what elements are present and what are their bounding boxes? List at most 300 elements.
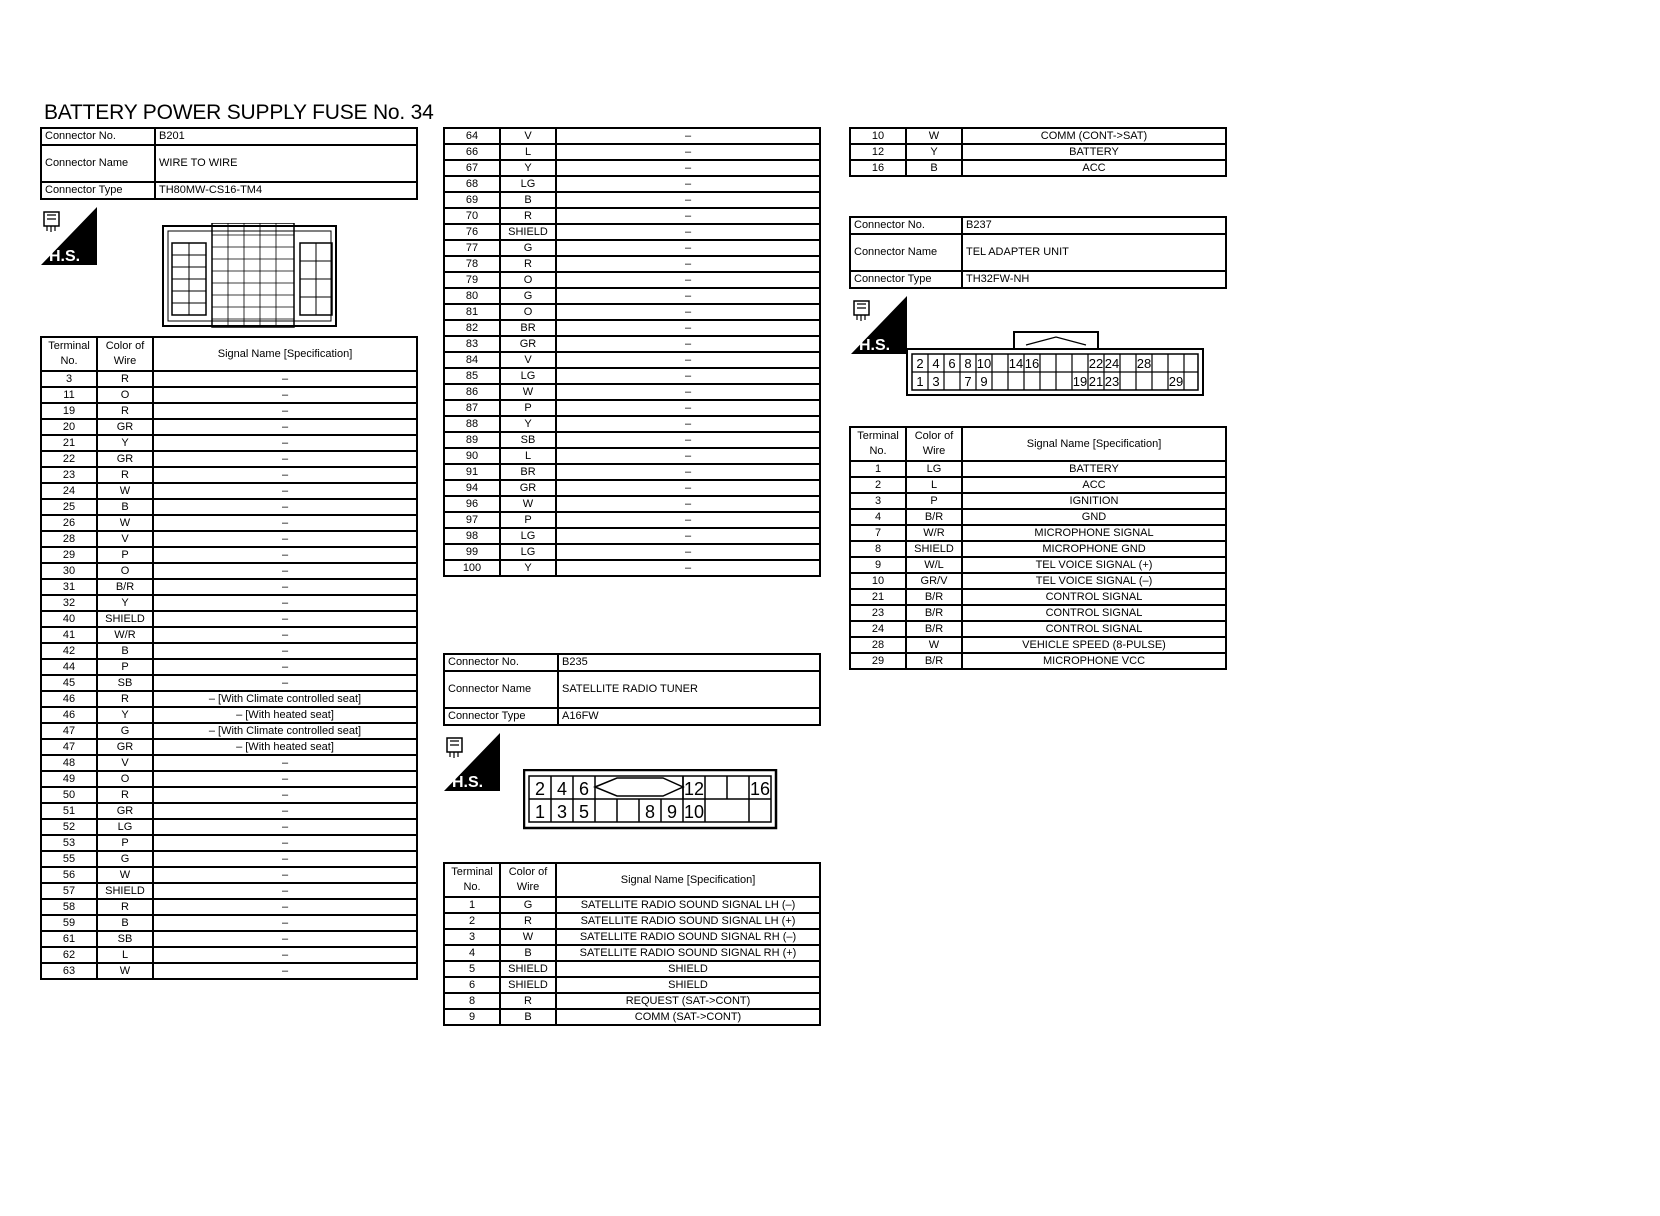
table-row [41, 963, 417, 979]
signal-name-cell: – [153, 403, 417, 419]
table-row [41, 579, 417, 595]
wire-color-cell: W/L [906, 557, 962, 573]
b201-connector-face [162, 223, 338, 329]
b237-face-pin: 23 [1104, 374, 1120, 389]
b237-face-pin: 29 [1168, 374, 1184, 389]
signal-name-cell: – [153, 931, 417, 947]
b237-pin-rows [850, 461, 1226, 669]
table-row [41, 771, 417, 787]
table-row [444, 352, 820, 368]
table-row [41, 515, 417, 531]
wire-color-cell: W [500, 929, 556, 945]
wire-color-cell: Y [97, 435, 153, 451]
wire-color-cell: B/R [97, 579, 153, 595]
table-row [41, 627, 417, 643]
b235-connector-no: B235 [558, 654, 820, 671]
terminal-no-cell: 91 [444, 464, 500, 480]
signal-name-cell: – [153, 595, 417, 611]
table-row [444, 480, 820, 496]
terminal-no-cell: 12 [850, 144, 906, 160]
wire-color-cell: GR [500, 480, 556, 496]
wire-color-cell: G [97, 723, 153, 739]
table-row [850, 525, 1226, 541]
table-row [444, 400, 820, 416]
wire-color-cell: P [906, 493, 962, 509]
wire-color-cell: B/R [906, 509, 962, 525]
table-row [41, 643, 417, 659]
signal-name-cell: – [556, 352, 820, 368]
b201-pin-table-continued [443, 127, 821, 577]
signal-name-cell: – [556, 416, 820, 432]
label-connector-no: Connector No. [850, 217, 962, 234]
signal-name-cell: SATELLITE RADIO SOUND SIGNAL LH (–) [556, 897, 820, 913]
table-row [850, 573, 1226, 589]
table-row [850, 493, 1226, 509]
wire-color-cell: SHIELD [500, 224, 556, 240]
header-signal-name: Signal Name [Specification] [556, 863, 820, 897]
terminal-no-cell: 78 [444, 256, 500, 272]
signal-name-cell: – [556, 288, 820, 304]
table-row [41, 803, 417, 819]
table-row [444, 560, 820, 576]
b201-pin-rows-continued [444, 128, 820, 576]
wire-color-cell: W [97, 963, 153, 979]
signal-name-cell: – [556, 560, 820, 576]
table-row [41, 467, 417, 483]
signal-name-cell: – [556, 320, 820, 336]
terminal-no-cell: 77 [444, 240, 500, 256]
b237-face-pin: 8 [964, 356, 972, 371]
table-row [41, 611, 417, 627]
wire-color-cell: BR [500, 464, 556, 480]
table-row [850, 541, 1226, 557]
b237-connector-type: TH32FW-NH [962, 271, 1226, 288]
signal-name-cell: – [556, 400, 820, 416]
terminal-no-cell: 44 [41, 659, 97, 675]
signal-name-cell: – [153, 435, 417, 451]
b235-face-pin: 5 [578, 802, 590, 822]
terminal-no-cell: 49 [41, 771, 97, 787]
signal-name-cell: – [556, 176, 820, 192]
table-row [41, 691, 417, 707]
label-connector-name: Connector Name [444, 671, 558, 708]
header-terminal-no: Terminal No. [41, 337, 97, 371]
table-row [41, 947, 417, 963]
wire-color-cell: W [906, 128, 962, 144]
terminal-no-cell: 58 [41, 899, 97, 915]
table-row [444, 128, 820, 144]
wire-color-cell: Y [500, 560, 556, 576]
signal-name-cell: TEL VOICE SIGNAL (+) [962, 557, 1226, 573]
terminal-no-cell: 2 [850, 477, 906, 493]
harness-side-icon [444, 733, 500, 791]
signal-name-cell: – [With heated seat] [153, 739, 417, 755]
wire-color-cell: W [97, 515, 153, 531]
wire-color-cell: GR [97, 451, 153, 467]
b235-face-pin: 1 [534, 802, 546, 822]
b237-face-pin: 2 [916, 356, 924, 371]
b237-face-pin: 24 [1104, 356, 1120, 371]
signal-name-cell: GND [962, 509, 1226, 525]
terminal-no-cell: 68 [444, 176, 500, 192]
table-row [444, 336, 820, 352]
table-row [850, 128, 1226, 144]
terminal-no-cell: 28 [41, 531, 97, 547]
table-row [850, 461, 1226, 477]
signal-name-cell: – [556, 528, 820, 544]
terminal-no-cell: 9 [850, 557, 906, 573]
table-row [444, 897, 820, 913]
b201-info-table [40, 127, 418, 200]
signal-name-cell: ACC [962, 160, 1226, 176]
b237-face-pin: 3 [932, 374, 940, 389]
b201-pin-rows [41, 371, 417, 979]
terminal-no-cell: 9 [444, 1009, 500, 1025]
wire-color-cell: B [97, 499, 153, 515]
b237-info-table [849, 216, 1227, 289]
table-row [41, 851, 417, 867]
terminal-no-cell: 41 [41, 627, 97, 643]
table-row [444, 208, 820, 224]
wire-color-cell: O [97, 563, 153, 579]
wire-color-cell: LG [500, 176, 556, 192]
wire-color-cell: P [97, 547, 153, 563]
b235-face-pin: 9 [666, 802, 678, 822]
wire-color-cell: GR [97, 803, 153, 819]
terminal-no-cell: 66 [444, 144, 500, 160]
terminal-no-cell: 80 [444, 288, 500, 304]
terminal-no-cell: 21 [41, 435, 97, 451]
signal-name-cell: – [153, 867, 417, 883]
wire-color-cell: B/R [906, 605, 962, 621]
wire-color-cell: P [500, 400, 556, 416]
table-row [444, 913, 820, 929]
terminal-no-cell: 32 [41, 595, 97, 611]
table-row [444, 961, 820, 977]
table-row [444, 512, 820, 528]
terminal-no-cell: 81 [444, 304, 500, 320]
table-row [41, 723, 417, 739]
table-row [444, 384, 820, 400]
b237-face-pin: 22 [1088, 356, 1104, 371]
table-row [850, 637, 1226, 653]
table-row [41, 419, 417, 435]
signal-name-cell: – [153, 755, 417, 771]
wire-color-cell: P [500, 512, 556, 528]
table-row [41, 675, 417, 691]
signal-name-cell: VEHICLE SPEED (8-PULSE) [962, 637, 1226, 653]
table-row [41, 563, 417, 579]
b235-info-table [443, 653, 821, 726]
label-connector-no: Connector No. [41, 128, 155, 145]
wire-color-cell: GR [97, 419, 153, 435]
table-row [444, 192, 820, 208]
table-row [41, 931, 417, 947]
b235-face-pin: 3 [556, 802, 568, 822]
wire-color-cell: L [500, 448, 556, 464]
b237-pin-table [849, 426, 1227, 670]
b237-face-pin: 6 [948, 356, 956, 371]
table-row [850, 557, 1226, 573]
table-row [41, 595, 417, 611]
table-row [444, 448, 820, 464]
terminal-no-cell: 82 [444, 320, 500, 336]
wire-color-cell: SHIELD [97, 611, 153, 627]
header-color-of-wire: Color of Wire [500, 863, 556, 897]
wire-color-cell: G [97, 851, 153, 867]
signal-name-cell: – [153, 803, 417, 819]
terminal-no-cell: 96 [444, 496, 500, 512]
wire-color-cell: R [97, 467, 153, 483]
wire-color-cell: B [500, 192, 556, 208]
wire-color-cell: SB [97, 675, 153, 691]
table-row [444, 544, 820, 560]
wire-color-cell: Y [500, 160, 556, 176]
terminal-no-cell: 30 [41, 563, 97, 579]
wire-color-cell: B [906, 160, 962, 176]
terminal-no-cell: 50 [41, 787, 97, 803]
b235-pin-table-continued [849, 127, 1227, 177]
table-row [444, 496, 820, 512]
header-signal-name: Signal Name [Specification] [962, 427, 1226, 461]
b237-face-pin: 16 [1024, 356, 1040, 371]
hs-label: H.S. [859, 337, 891, 354]
wire-color-cell: B [500, 1009, 556, 1025]
terminal-no-cell: 4 [444, 945, 500, 961]
terminal-no-cell: 61 [41, 931, 97, 947]
terminal-no-cell: 8 [444, 993, 500, 1009]
signal-name-cell: – [556, 432, 820, 448]
wire-color-cell: W/R [906, 525, 962, 541]
terminal-no-cell: 11 [41, 387, 97, 403]
wire-color-cell: Y [97, 595, 153, 611]
table-row [41, 739, 417, 755]
terminal-no-cell: 47 [41, 723, 97, 739]
signal-name-cell: CONTROL SIGNAL [962, 589, 1226, 605]
b235-pin-rows [444, 897, 820, 1025]
terminal-no-cell: 70 [444, 208, 500, 224]
table-row [41, 403, 417, 419]
wire-color-cell: R [500, 993, 556, 1009]
terminal-no-cell: 51 [41, 803, 97, 819]
b235-face-pin: 10 [683, 802, 705, 822]
label-connector-type: Connector Type [444, 708, 558, 725]
signal-name-cell: – [556, 544, 820, 560]
terminal-no-cell: 5 [444, 961, 500, 977]
signal-name-cell: – [153, 371, 417, 387]
terminal-no-cell: 23 [850, 605, 906, 621]
b237-face-pin: 28 [1136, 356, 1152, 371]
table-row [444, 144, 820, 160]
wire-color-cell: V [97, 531, 153, 547]
terminal-no-cell: 53 [41, 835, 97, 851]
signal-name-cell: – [153, 499, 417, 515]
signal-name-cell: BATTERY [962, 144, 1226, 160]
terminal-no-cell: 31 [41, 579, 97, 595]
wire-color-cell: R [97, 403, 153, 419]
terminal-no-cell: 19 [41, 403, 97, 419]
terminal-no-cell: 89 [444, 432, 500, 448]
header-color-of-wire: Color of Wire [97, 337, 153, 371]
wire-color-cell: GR [97, 739, 153, 755]
table-row [41, 499, 417, 515]
signal-name-cell: – [153, 899, 417, 915]
wire-color-cell: B/R [906, 653, 962, 669]
wire-color-cell: Y [500, 416, 556, 432]
wire-color-cell: V [500, 128, 556, 144]
wire-color-cell: L [500, 144, 556, 160]
signal-name-cell: TEL VOICE SIGNAL (–) [962, 573, 1226, 589]
wire-color-cell: O [97, 771, 153, 787]
wire-color-cell: L [97, 947, 153, 963]
harness-side-icon [851, 296, 907, 354]
table-row [444, 945, 820, 961]
table-row [850, 589, 1226, 605]
wire-color-cell: R [500, 913, 556, 929]
signal-name-cell: – [153, 659, 417, 675]
wire-color-cell: R [500, 256, 556, 272]
terminal-no-cell: 20 [41, 419, 97, 435]
signal-name-cell: – [153, 579, 417, 595]
signal-name-cell: – [153, 675, 417, 691]
terminal-no-cell: 22 [41, 451, 97, 467]
table-row [444, 368, 820, 384]
terminal-no-cell: 48 [41, 755, 97, 771]
terminal-no-cell: 63 [41, 963, 97, 979]
table-row [444, 288, 820, 304]
signal-name-cell: – [153, 947, 417, 963]
header-terminal-no: Terminal No. [850, 427, 906, 461]
signal-name-cell: – [556, 480, 820, 496]
b237-face-pin: 9 [980, 374, 988, 389]
table-row [41, 755, 417, 771]
signal-name-cell: – [153, 771, 417, 787]
terminal-no-cell: 21 [850, 589, 906, 605]
signal-name-cell: – [556, 224, 820, 240]
table-row [444, 528, 820, 544]
wire-color-cell: R [500, 208, 556, 224]
terminal-no-cell: 8 [850, 541, 906, 557]
terminal-no-cell: 3 [444, 929, 500, 945]
terminal-no-cell: 46 [41, 707, 97, 723]
terminal-no-cell: 100 [444, 560, 500, 576]
table-row [444, 224, 820, 240]
terminal-no-cell: 42 [41, 643, 97, 659]
terminal-no-cell: 46 [41, 691, 97, 707]
label-connector-type: Connector Type [850, 271, 962, 288]
terminal-no-cell: 84 [444, 352, 500, 368]
wire-color-cell: BR [500, 320, 556, 336]
table-row [41, 835, 417, 851]
wire-color-cell: R [97, 371, 153, 387]
label-connector-name: Connector Name [850, 234, 962, 271]
b237-connector-name: TEL ADAPTER UNIT [962, 234, 1226, 271]
terminal-no-cell: 88 [444, 416, 500, 432]
table-row [444, 304, 820, 320]
table-row [41, 915, 417, 931]
header-terminal-no: Terminal No. [444, 863, 500, 897]
terminal-no-cell: 24 [41, 483, 97, 499]
signal-name-cell: – [153, 915, 417, 931]
wire-color-cell: W [500, 384, 556, 400]
wire-color-cell: R [97, 899, 153, 915]
signal-name-cell: – [153, 547, 417, 563]
signal-name-cell: – [556, 384, 820, 400]
terminal-no-cell: 99 [444, 544, 500, 560]
signal-name-cell: – [153, 531, 417, 547]
b201-connector-type: TH80MW-CS16-TM4 [155, 182, 417, 199]
wire-color-cell: LG [500, 528, 556, 544]
terminal-no-cell: 23 [41, 467, 97, 483]
b235-face-pin: 4 [556, 779, 568, 799]
signal-name-cell: – [556, 336, 820, 352]
signal-name-cell: COMM (SAT->CONT) [556, 1009, 820, 1025]
wire-color-cell: R [97, 787, 153, 803]
wire-color-cell: Y [97, 707, 153, 723]
table-row [850, 509, 1226, 525]
terminal-no-cell: 26 [41, 515, 97, 531]
wire-color-cell: SB [500, 432, 556, 448]
label-connector-name: Connector Name [41, 145, 155, 182]
wire-color-cell: B/R [906, 621, 962, 637]
signal-name-cell: – [556, 160, 820, 176]
signal-name-cell: – [153, 467, 417, 483]
label-connector-no: Connector No. [444, 654, 558, 671]
table-row [41, 899, 417, 915]
terminal-no-cell: 29 [850, 653, 906, 669]
terminal-no-cell: 1 [850, 461, 906, 477]
b235-connector-type: A16FW [558, 708, 820, 725]
signal-name-cell: – [153, 419, 417, 435]
terminal-no-cell: 6 [444, 977, 500, 993]
table-row [444, 977, 820, 993]
table-row [41, 707, 417, 723]
terminal-no-cell: 3 [850, 493, 906, 509]
table-row [444, 1009, 820, 1025]
terminal-no-cell: 55 [41, 851, 97, 867]
wire-color-cell: P [97, 659, 153, 675]
hs-label: H.S. [452, 774, 484, 791]
wire-color-cell: G [500, 897, 556, 913]
table-row [41, 659, 417, 675]
table-row [850, 477, 1226, 493]
table-row [444, 320, 820, 336]
wire-color-cell: W [97, 867, 153, 883]
terminal-no-cell: 62 [41, 947, 97, 963]
table-row [41, 867, 417, 883]
b235-pin-table [443, 862, 821, 1026]
signal-name-cell: – [556, 304, 820, 320]
b237-face-pin: 4 [932, 356, 940, 371]
terminal-no-cell: 67 [444, 160, 500, 176]
terminal-no-cell: 7 [850, 525, 906, 541]
signal-name-cell: – [153, 963, 417, 979]
signal-name-cell: SHIELD [556, 961, 820, 977]
signal-name-cell: – [556, 256, 820, 272]
table-row [444, 272, 820, 288]
b237-face-pin: 19 [1072, 374, 1088, 389]
terminal-no-cell: 97 [444, 512, 500, 528]
terminal-no-cell: 69 [444, 192, 500, 208]
b237-connector-no: B237 [962, 217, 1226, 234]
signal-name-cell: – [153, 515, 417, 531]
b235-connector-name: SATELLITE RADIO TUNER [558, 671, 820, 708]
b201-connector-no: B201 [155, 128, 417, 145]
wire-color-cell: O [97, 387, 153, 403]
wire-color-cell: V [97, 755, 153, 771]
signal-name-cell: CONTROL SIGNAL [962, 621, 1226, 637]
signal-name-cell: – [556, 272, 820, 288]
